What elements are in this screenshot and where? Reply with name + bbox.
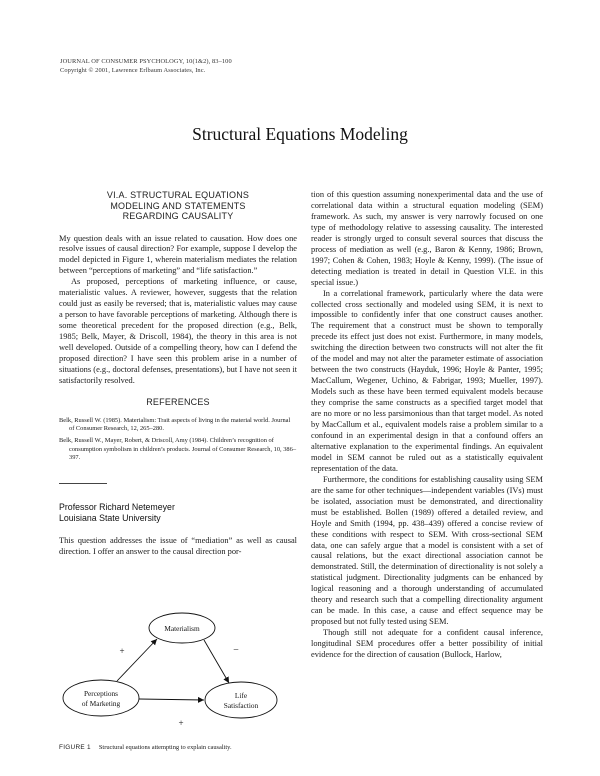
- sign-bottom: +: [178, 718, 184, 728]
- page-title: Structural Equations Modeling: [192, 124, 408, 144]
- references-list: [59, 417, 297, 463]
- answer-paragraph-2: In a correlational framework, particularly where the data were collected cross sectionally and modeled using SEM, it is next to impossible to confidently infer that one construct causes another. The requirement that a construct must be shown to temporally precede its effect just does not exist. Furthermore, in many models, switching the direction between two constructs will not alter the fit of the model and may not alter the parameter estimate of association between the two constructs (Hayduk, 1996; Hoyle & Panter, 1995; MacCallum, Wegener, Uchino, & Fabrigar, 1993; Mueller, 1997). Models such as these have been termed equivalent models because they comprise the same constructs as a specified target model that are no more or no less parsimonious than that target model. As noted by MacCallum et al., equivalent models raise a problem similar to a confound in an experimental design in that a confound offers an alternative explanation to the experimental findings. An equivalent model in SEM cannot be ruled out as a statistically equivalent representation of the data.: [311, 288, 543, 473]
- figure-label: FIGURE 1: [59, 744, 91, 751]
- sign-right: –: [233, 644, 239, 654]
- node-label-perceptions-2: of Marketing: [81, 699, 121, 708]
- figure-caption-text: Structural equations attempting to explain causality.: [98, 744, 232, 751]
- running-header: [60, 57, 232, 75]
- author-name: Professor Richard Netemeyer: [59, 501, 175, 512]
- author-affiliation: Louisiana State University: [59, 512, 161, 523]
- answer-paragraph-1-cont: tion of this question assuming nonexperimental data and the use of correlational data within a structural equation modeling (SEM) framework. As such, my answer is very narrowly focused on one type of methodology relative to assessing causality. The interested reader is strongly urged to consult several sources that discuss the process of mediation as well (e.g., Baron & Kenny, 1986; Brown, 1997; Cohen & Cohen, 1983; Hoyle & Kenny, 1999). (The issue of detecting mediation is treated in detail in Question VI.E. in this special issue.): [311, 190, 543, 287]
- author-block: [59, 502, 297, 524]
- answer-paragraph-4: Though still not adequate for a confident causal inference, longitudinal SEM procedures offer a better possibility of initial evidence for the direction of causation (Bullock, Harlow,: [311, 628, 543, 660]
- node-label-life-1: Life: [234, 691, 248, 700]
- node-label-perceptions-1: Perceptions: [83, 689, 119, 698]
- answer-intro: This question addresses the issue of “mediation” as well as causal direction. I offer an answer to the causal direction por-: [59, 535, 297, 556]
- question-paragraph-1: My question deals with an issue related to causation. How does one resolve issues of causal direction? For example, suppose I develop the model depicted in Figure 1, wherein materialism mediates the relation between “perceptions of marketing” and “life satisfaction.”: [59, 233, 297, 276]
- figure-caption: [59, 744, 297, 751]
- answer-paragraph-3: Furthermore, the conditions for establishing causality using SEM are the same for other techniques—independent variables (IVs) must be isolated, association must be demonstrated, and directionality must be established. Bollen (1989) offered a detailed review, and Hoyle and Smith (1994, pp. 438–439) offered a concise review of these conditions with respect to SEM. With cross-sectional SEM data, one can safely argue that a model is consistent with a set of causal relations, but the exact directional association cannot be demonstrated. Still, the determination of directionality is not solely a statistical judgment. Directionality judgments can be enhanced by logical reasoning and a thorough understanding of accumulated theory and research such that a compelling directionality argument can be made. In this case, a cause and effect sequence may be proposed but not fully tested using SEM.: [311, 474, 543, 627]
- figure-1: [59, 594, 297, 754]
- life-satisfaction-node: [205, 682, 277, 718]
- journal-line: JOURNAL OF CONSUMER PSYCHOLOGY, 10(1&2), 83–100: [60, 58, 232, 65]
- copyright-line: Copyright © 2001, Lawrence Erlbaum Associates, Inc.: [60, 67, 206, 74]
- section-divider: [59, 483, 107, 484]
- arrow-perceptions-to-life: [139, 699, 204, 700]
- left-column: [59, 190, 297, 558]
- section-heading: VI.A. STRUCTURAL EQUATIONS MODELING AND STATEMENTS REGARDING CAUSALITY: [106, 190, 250, 221]
- references-heading: REFERENCES: [146, 396, 210, 407]
- node-label-life-2: Satisfaction: [223, 701, 259, 710]
- reference-item: Belk, Russell W., Mayer, Robert, & Driscoll, Amy (1984). Children’s recognition of consumption symbolism in children’s products. Journal of Consumer Research, 10, 386–397.: [59, 436, 297, 462]
- question-paragraph-2: As proposed, perceptions of marketing influence, or cause, materialistic values. A reviewer, however, suggests that the relation could just as easily be reversed; that is, materialistic values may cause a person to have favorable perceptions of marketing. Although there is some theoretical precedent for the proposed direction (e.g., Belk, 1985; Belk, Mayer, & Driscoll, 1984), the theory in this area is not well developed. Outside of a compelling theory, how can I defend the proposed direction? I have seen this problem arise in a number of situations (e.g., doctoral defenses, presentations), but I have not seen it satisfactorily resolved.: [59, 277, 297, 385]
- reference-item: Belk, Russell W. (1985). Materialism: Trait aspects of living in the material world. Journal of Consumer Research, 12, 265–280.: [59, 416, 291, 433]
- right-column: [311, 190, 543, 661]
- perceptions-node: [63, 680, 139, 716]
- arrow-materialism-to-life: [204, 640, 229, 683]
- sign-left: +: [119, 646, 125, 656]
- path-diagram: [59, 594, 297, 744]
- node-label-materialism: Materialism: [164, 624, 200, 633]
